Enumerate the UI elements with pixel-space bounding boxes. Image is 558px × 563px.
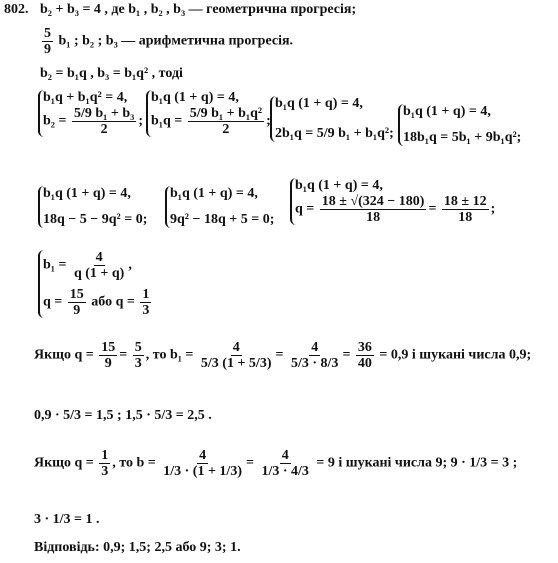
condition-line-2: $\frac{5}{9}$ b₁ ; b₂ ; b₃ — арифметична прогресія. bbox=[44, 26, 294, 57]
system-5: b₁q (1 + q) = 4, 18q − 5 − 9q² = 0; bbox=[38, 186, 147, 228]
system-6: b₁q (1 + q) = 4, 9q² − 18q + 5 = 0; bbox=[165, 186, 274, 228]
fraction: $\frac{5}{9}$ bbox=[44, 26, 51, 57]
system-8: b₁ = $\frac{4}{q (1 + q)}$ , q = $\frac{15}{9}$ або q = $\frac{1}{3}$ bbox=[38, 250, 153, 318]
system-4: b₁q (1 + q) = 4, 18b₁q = 5b₁ + 9b₁q²; bbox=[398, 104, 521, 146]
answer-line: Відповідь: 0,9; 1,5; 2,5 або 9; 3; 1. bbox=[34, 540, 241, 555]
case-1-line: Якщо q = $\frac{15}{9}$ = $\frac{5}{3}$ , то b₁ = $\frac{4}{5/3 (1 + 5/3)}$ = $\frac{4}{5/3 \cdot 8/3}$ = $\frac{36}{40}$ = 0,9 і шукані числа 0,9; bbox=[34, 340, 532, 371]
problem-number: 802. bbox=[4, 2, 29, 17]
case-2-result: 3 · 1/3 = 1 . bbox=[34, 512, 100, 527]
condition-line-1: b₂ + b₃ = 4 , де b₁ , b₂ , b₃ — геометрична прогресія; bbox=[40, 2, 357, 17]
system-1: b₁q + b₁q² = 4, b₂ = $\frac{\text{5/9 b₁ + b₃}}{2}$ ; bbox=[38, 90, 143, 137]
case-1-result: 0,9 · 5/3 = 1,5 ; 1,5 · 5/3 = 2,5 . bbox=[34, 408, 212, 423]
system-2: b₁q (1 + q) = 4, b₁q = $\frac{\text{5/9 b₁ + b₁q²}}{2}$ ; bbox=[146, 90, 271, 137]
case-2-line: Якщо q = $\frac{1}{3}$ , то b = $\frac{4}{1/3 \cdot (1 + 1/3)}$ = $\frac{4}{1/3 \cdot 4/3}$ = 9 і шукані числа 9; 9 · 1/3 = 3 ; bbox=[34, 448, 518, 479]
system-7: b₁q (1 + q) = 4, q = $\frac{18 \pm √(324 - 180)}{18}$ = $\frac{18 \pm 12}{18}$ ; bbox=[290, 178, 495, 225]
system-3: b₁q (1 + q) = 4, 2b₁q = 5/9 b₁ + b₁q²; bbox=[270, 96, 394, 142]
substitution-line: b₂ = b₁q , b₃ = b₁q² , тоді bbox=[40, 66, 183, 81]
